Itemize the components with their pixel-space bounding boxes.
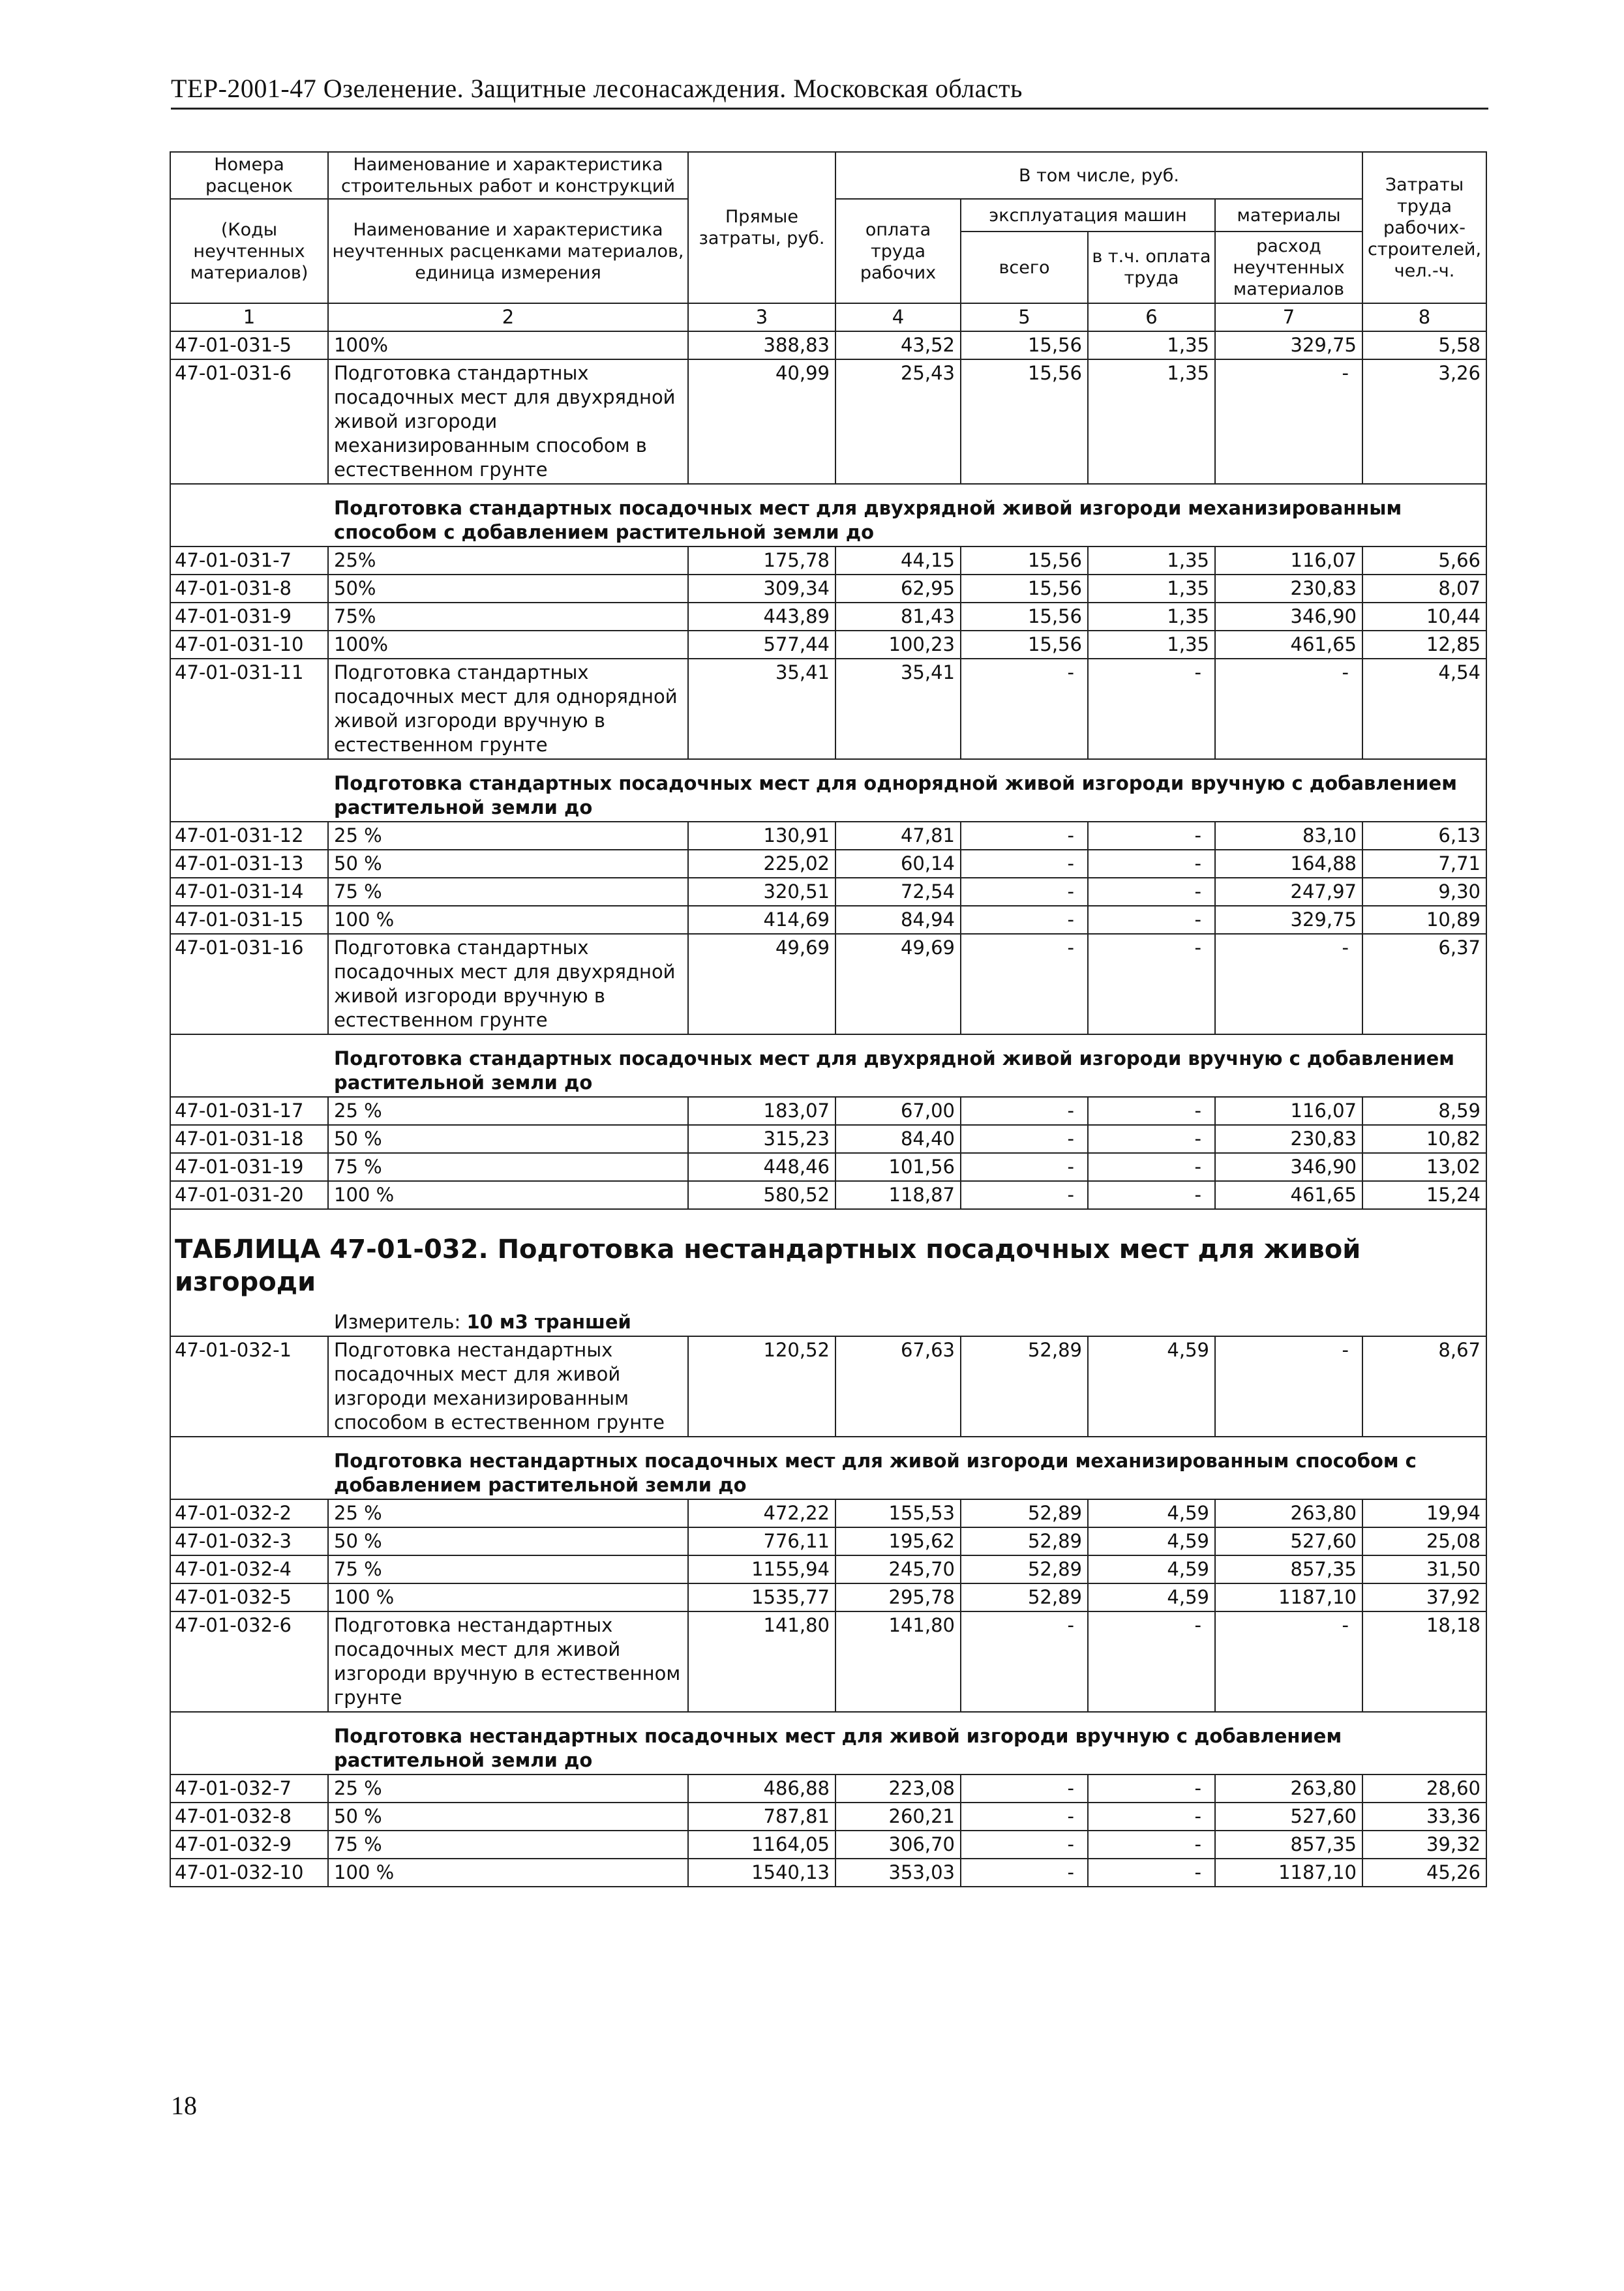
work-name: Подготовка нестандартных посадочных мест для живой изгороди механизированным способом в естественном грунте: [328, 1336, 688, 1437]
labor-hours-cell: 3,26: [1362, 359, 1486, 484]
machines-pay-cell: -: [1088, 934, 1215, 1034]
page-number: 18: [171, 2091, 197, 2120]
table-row: [170, 1125, 1486, 1153]
worker-pay-cell: 155,53: [835, 1499, 961, 1527]
labor-hours-cell: 10,82: [1362, 1125, 1486, 1153]
labor-hours-cell: 39,32: [1362, 1831, 1486, 1859]
labor-hours-cell: 6,37: [1362, 934, 1486, 1034]
work-name: 25 %: [328, 1774, 688, 1803]
machines-total-cell: -: [961, 1831, 1088, 1859]
materials-cell: 329,75: [1215, 906, 1362, 934]
materials-cell: 164,88: [1215, 850, 1362, 878]
labor-hours-cell: 7,71: [1362, 850, 1486, 878]
direct-costs-cell: 1155,94: [688, 1555, 835, 1583]
rate-code: 47-01-031-6: [170, 359, 328, 484]
rate-code: 47-01-031-5: [170, 331, 328, 359]
worker-pay-cell: 62,95: [835, 575, 961, 603]
rate-code: 47-01-032-8: [170, 1803, 328, 1831]
materials-cell: 1187,10: [1215, 1859, 1362, 1887]
section-heading-row: [170, 484, 1486, 547]
rate-code: 47-01-031-20: [170, 1181, 328, 1209]
worker-pay-cell: 43,52: [835, 331, 961, 359]
work-name: 25%: [328, 547, 688, 575]
materials-cell: 263,80: [1215, 1499, 1362, 1527]
machines-pay-cell: -: [1088, 1125, 1215, 1153]
table-row: [170, 659, 1486, 759]
labor-hours-cell: 8,67: [1362, 1336, 1486, 1437]
materials-cell: 230,83: [1215, 1125, 1362, 1153]
machines-pay-cell: -: [1088, 659, 1215, 759]
machines-pay-cell: -: [1088, 850, 1215, 878]
worker-pay-cell: 245,70: [835, 1555, 961, 1583]
materials-cell: 263,80: [1215, 1774, 1362, 1803]
materials-cell: 857,35: [1215, 1555, 1362, 1583]
machines-total-cell: -: [961, 906, 1088, 934]
machines-pay-cell: -: [1088, 1859, 1215, 1887]
measure-value: 10 м3 траншей: [466, 1311, 631, 1333]
table-row: [170, 1336, 1486, 1437]
table-row: [170, 1527, 1486, 1555]
materials-cell: -: [1215, 934, 1362, 1034]
header-machines-pay: в т.ч. оплата труда: [1088, 232, 1215, 303]
materials-cell: -: [1215, 659, 1362, 759]
table-row: [170, 1153, 1486, 1181]
running-header: ТЕР-2001-47 Озеленение. Защитные лесонасаждения. Московская область: [171, 73, 1488, 110]
machines-pay-cell: 1,35: [1088, 547, 1215, 575]
materials-cell: 230,83: [1215, 575, 1362, 603]
work-name: 50 %: [328, 850, 688, 878]
labor-hours-cell: 37,92: [1362, 1583, 1486, 1611]
machines-total-cell: -: [961, 1097, 1088, 1125]
table-row: [170, 934, 1486, 1034]
machines-total-cell: -: [961, 1859, 1088, 1887]
work-name: 50 %: [328, 1803, 688, 1831]
table-row: [170, 603, 1486, 631]
rate-code: 47-01-031-17: [170, 1097, 328, 1125]
labor-hours-cell: 6,13: [1362, 822, 1486, 850]
table-row: [170, 822, 1486, 850]
worker-pay-cell: 81,43: [835, 603, 961, 631]
work-name: 100 %: [328, 1583, 688, 1611]
worker-pay-cell: 84,94: [835, 906, 961, 934]
machines-pay-cell: -: [1088, 1774, 1215, 1803]
direct-costs-cell: 448,46: [688, 1153, 835, 1181]
table-row: [170, 631, 1486, 659]
work-name: 75 %: [328, 878, 688, 906]
labor-hours-cell: 19,94: [1362, 1499, 1486, 1527]
machines-pay-cell: 4,59: [1088, 1583, 1215, 1611]
labor-hours-cell: 28,60: [1362, 1774, 1486, 1803]
column-number: 5: [961, 303, 1088, 331]
machines-total-cell: -: [961, 850, 1088, 878]
table-row: [170, 331, 1486, 359]
labor-hours-cell: 10,44: [1362, 603, 1486, 631]
table-title-row: [170, 1209, 1486, 1302]
machines-total-cell: -: [961, 659, 1088, 759]
worker-pay-cell: 84,40: [835, 1125, 961, 1153]
section-heading: Подготовка стандартных посадочных мест для двухрядной живой изгороди механизированным способом с добавлением растительной земли до: [170, 484, 1486, 547]
rate-code: 47-01-032-6: [170, 1611, 328, 1712]
header-materials-usage: расход неучтенных материалов: [1215, 232, 1362, 303]
rate-code: 47-01-032-9: [170, 1831, 328, 1859]
labor-hours-cell: 10,89: [1362, 906, 1486, 934]
machines-total-cell: -: [961, 1611, 1088, 1712]
materials-cell: 83,10: [1215, 822, 1362, 850]
worker-pay-cell: 35,41: [835, 659, 961, 759]
direct-costs-cell: 1540,13: [688, 1859, 835, 1887]
machines-pay-cell: 1,35: [1088, 575, 1215, 603]
labor-hours-cell: 15,24: [1362, 1181, 1486, 1209]
worker-pay-cell: 118,87: [835, 1181, 961, 1209]
machines-pay-cell: -: [1088, 1097, 1215, 1125]
machines-total-cell: -: [961, 1153, 1088, 1181]
direct-costs-cell: 49,69: [688, 934, 835, 1034]
work-name: 75 %: [328, 1555, 688, 1583]
header-material-name: Наименование и характеристика неучтенных расценками материалов, единица измерения: [328, 199, 688, 303]
table-row: [170, 850, 1486, 878]
column-number: 2: [328, 303, 688, 331]
materials-cell: 857,35: [1215, 1831, 1362, 1859]
column-number: 3: [688, 303, 835, 331]
header-worker-pay: оплата труда рабочих: [835, 199, 961, 303]
rate-code: 47-01-031-12: [170, 822, 328, 850]
labor-hours-cell: 18,18: [1362, 1611, 1486, 1712]
worker-pay-cell: 47,81: [835, 822, 961, 850]
machines-pay-cell: -: [1088, 822, 1215, 850]
direct-costs-cell: 183,07: [688, 1097, 835, 1125]
machines-pay-cell: 1,35: [1088, 631, 1215, 659]
direct-costs-cell: 580,52: [688, 1181, 835, 1209]
machines-total-cell: 15,56: [961, 603, 1088, 631]
work-name: Подготовка стандартных посадочных мест для двухрядной живой изгороди вручную в естественном грунте: [328, 934, 688, 1034]
direct-costs-cell: 577,44: [688, 631, 835, 659]
worker-pay-cell: 195,62: [835, 1527, 961, 1555]
section-heading: Подготовка стандартных посадочных мест для однорядной живой изгороди вручную с добавлением растительной земли до: [170, 759, 1486, 822]
machines-pay-cell: 1,35: [1088, 359, 1215, 484]
header-rate-number: Номера расценок: [170, 152, 328, 199]
worker-pay-cell: 223,08: [835, 1774, 961, 1803]
rate-code: 47-01-031-18: [170, 1125, 328, 1153]
work-name: 100 %: [328, 1859, 688, 1887]
rate-code: 47-01-032-4: [170, 1555, 328, 1583]
work-name: 100%: [328, 631, 688, 659]
section-heading-row: [170, 1712, 1486, 1774]
machines-pay-cell: 4,59: [1088, 1527, 1215, 1555]
machines-total-cell: -: [961, 1803, 1088, 1831]
machines-total-cell: -: [961, 934, 1088, 1034]
header-machines: эксплуатация машин: [961, 199, 1215, 232]
labor-hours-cell: 25,08: [1362, 1527, 1486, 1555]
worker-pay-cell: 101,56: [835, 1153, 961, 1181]
worker-pay-cell: 353,03: [835, 1859, 961, 1887]
labor-hours-cell: 8,59: [1362, 1097, 1486, 1125]
rate-code: 47-01-031-8: [170, 575, 328, 603]
work-name: Подготовка стандартных посадочных мест для двухрядной живой изгороди механизированным способом в естественном грунте: [328, 359, 688, 484]
rate-code: 47-01-032-1: [170, 1336, 328, 1437]
header-materials: материалы: [1215, 199, 1362, 232]
direct-costs-cell: 130,91: [688, 822, 835, 850]
direct-costs-cell: 141,80: [688, 1611, 835, 1712]
materials-cell: 116,07: [1215, 547, 1362, 575]
work-name: 100 %: [328, 906, 688, 934]
machines-total-cell: 15,56: [961, 575, 1088, 603]
machines-pay-cell: 4,59: [1088, 1555, 1215, 1583]
rate-code: 47-01-032-3: [170, 1527, 328, 1555]
table-row: [170, 1859, 1486, 1887]
machines-pay-cell: -: [1088, 1181, 1215, 1209]
worker-pay-cell: 60,14: [835, 850, 961, 878]
worker-pay-cell: 306,70: [835, 1831, 961, 1859]
labor-hours-cell: 9,30: [1362, 878, 1486, 906]
worker-pay-cell: 67,00: [835, 1097, 961, 1125]
materials-cell: -: [1215, 359, 1362, 484]
work-name: 50%: [328, 575, 688, 603]
materials-cell: 247,97: [1215, 878, 1362, 906]
work-name: 50 %: [328, 1125, 688, 1153]
table-row: [170, 1499, 1486, 1527]
direct-costs-cell: 309,34: [688, 575, 835, 603]
table-row: [170, 1803, 1486, 1831]
rate-code: 47-01-032-5: [170, 1583, 328, 1611]
machines-pay-cell: -: [1088, 1831, 1215, 1859]
table-row: [170, 575, 1486, 603]
rate-code: 47-01-031-10: [170, 631, 328, 659]
rate-code: 47-01-032-10: [170, 1859, 328, 1887]
machines-total-cell: 15,56: [961, 359, 1088, 484]
rate-code: 47-01-031-15: [170, 906, 328, 934]
labor-hours-cell: 4,54: [1362, 659, 1486, 759]
table-title: ТАБЛИЦА 47-01-032. Подготовка нестандартных посадочных мест для живой изгороди: [170, 1209, 1486, 1302]
direct-costs-cell: 414,69: [688, 906, 835, 934]
rate-code: 47-01-031-11: [170, 659, 328, 759]
work-name: 50 %: [328, 1527, 688, 1555]
direct-costs-cell: 225,02: [688, 850, 835, 878]
work-name: 25 %: [328, 1097, 688, 1125]
direct-costs-cell: 486,88: [688, 1774, 835, 1803]
rate-code: 47-01-031-14: [170, 878, 328, 906]
table-row: [170, 906, 1486, 934]
machines-total-cell: 15,56: [961, 547, 1088, 575]
labor-hours-cell: 45,26: [1362, 1859, 1486, 1887]
worker-pay-cell: 25,43: [835, 359, 961, 484]
worker-pay-cell: 72,54: [835, 878, 961, 906]
section-heading: Подготовка стандартных посадочных мест для двухрядной живой изгороди вручную с добавлением растительной земли до: [170, 1034, 1486, 1097]
rate-code: 47-01-031-19: [170, 1153, 328, 1181]
column-numbers-row: [170, 303, 1486, 331]
work-name: 25 %: [328, 822, 688, 850]
labor-hours-cell: 33,36: [1362, 1803, 1486, 1831]
work-name: 75%: [328, 603, 688, 631]
table-row: [170, 1555, 1486, 1583]
direct-costs-cell: 1535,77: [688, 1583, 835, 1611]
rate-code: 47-01-031-9: [170, 603, 328, 631]
table-row: [170, 547, 1486, 575]
header-including: В том числе, руб.: [835, 152, 1362, 199]
column-number: 1: [170, 303, 328, 331]
work-name: Подготовка стандартных посадочных мест для однорядной живой изгороди вручную в естественном грунте: [328, 659, 688, 759]
materials-cell: -: [1215, 1336, 1362, 1437]
section-heading-row: [170, 759, 1486, 822]
machines-total-cell: -: [961, 1125, 1088, 1153]
direct-costs-cell: 388,83: [688, 331, 835, 359]
direct-costs-cell: 776,11: [688, 1527, 835, 1555]
rate-code: 47-01-032-7: [170, 1774, 328, 1803]
direct-costs-cell: 120,52: [688, 1336, 835, 1437]
worker-pay-cell: 141,80: [835, 1611, 961, 1712]
work-name: 100 %: [328, 1181, 688, 1209]
machines-total-cell: 15,56: [961, 331, 1088, 359]
direct-costs-cell: 40,99: [688, 359, 835, 484]
labor-hours-cell: 5,66: [1362, 547, 1486, 575]
direct-costs-cell: 320,51: [688, 878, 835, 906]
table-row: [170, 1583, 1486, 1611]
labor-hours-cell: 31,50: [1362, 1555, 1486, 1583]
worker-pay-cell: 67,63: [835, 1336, 961, 1437]
machines-total-cell: 52,89: [961, 1336, 1088, 1437]
column-number: 6: [1088, 303, 1215, 331]
header-machines-total: всего: [961, 232, 1088, 303]
direct-costs-cell: 175,78: [688, 547, 835, 575]
column-number: 7: [1215, 303, 1362, 331]
materials-cell: 346,90: [1215, 603, 1362, 631]
machines-pay-cell: 1,35: [1088, 603, 1215, 631]
worker-pay-cell: 44,15: [835, 547, 961, 575]
machines-total-cell: -: [961, 1774, 1088, 1803]
machines-total-cell: -: [961, 878, 1088, 906]
rate-code: 47-01-032-2: [170, 1499, 328, 1527]
machines-total-cell: -: [961, 1181, 1088, 1209]
machines-total-cell: 15,56: [961, 631, 1088, 659]
machines-pay-cell: 4,59: [1088, 1499, 1215, 1527]
rate-code: 47-01-031-16: [170, 934, 328, 1034]
materials-cell: 1187,10: [1215, 1583, 1362, 1611]
rate-code: 47-01-031-7: [170, 547, 328, 575]
machines-pay-cell: 4,59: [1088, 1336, 1215, 1437]
direct-costs-cell: 1164,05: [688, 1831, 835, 1859]
table-row: [170, 1831, 1486, 1859]
labor-hours-cell: 5,58: [1362, 331, 1486, 359]
materials-cell: 461,65: [1215, 631, 1362, 659]
materials-cell: 527,60: [1215, 1803, 1362, 1831]
labor-hours-cell: 8,07: [1362, 575, 1486, 603]
section-heading-row: [170, 1437, 1486, 1499]
materials-cell: 461,65: [1215, 1181, 1362, 1209]
machines-pay-cell: -: [1088, 878, 1215, 906]
materials-cell: 116,07: [1215, 1097, 1362, 1125]
table-row: [170, 1097, 1486, 1125]
rates-table: [170, 151, 1487, 1887]
materials-cell: -: [1215, 1611, 1362, 1712]
labor-hours-cell: 13,02: [1362, 1153, 1486, 1181]
worker-pay-cell: 100,23: [835, 631, 961, 659]
work-name: Подготовка нестандартных посадочных мест для живой изгороди вручную в естественном грунте: [328, 1611, 688, 1712]
column-number: 8: [1362, 303, 1486, 331]
materials-cell: 527,60: [1215, 1527, 1362, 1555]
header-direct-costs: Прямые затраты, руб.: [688, 152, 835, 303]
direct-costs-cell: 787,81: [688, 1803, 835, 1831]
measure-unit: [170, 1302, 1486, 1336]
direct-costs-cell: 315,23: [688, 1125, 835, 1153]
rate-code: 47-01-031-13: [170, 850, 328, 878]
header-material-codes: (Коды неучтенных материалов): [170, 199, 328, 303]
measure-row: [170, 1302, 1486, 1336]
worker-pay-cell: 295,78: [835, 1583, 961, 1611]
work-name: 25 %: [328, 1499, 688, 1527]
materials-cell: 329,75: [1215, 331, 1362, 359]
machines-total-cell: -: [961, 822, 1088, 850]
materials-cell: 346,90: [1215, 1153, 1362, 1181]
section-heading: Подготовка нестандартных посадочных мест для живой изгороди механизированным способом с добавлением растительной земли до: [170, 1437, 1486, 1499]
table-row: [170, 359, 1486, 484]
labor-hours-cell: 12,85: [1362, 631, 1486, 659]
direct-costs-cell: 472,22: [688, 1499, 835, 1527]
worker-pay-cell: 49,69: [835, 934, 961, 1034]
direct-costs-cell: 443,89: [688, 603, 835, 631]
machines-pay-cell: -: [1088, 906, 1215, 934]
machines-total-cell: 52,89: [961, 1499, 1088, 1527]
table-row: [170, 878, 1486, 906]
table-row: [170, 1611, 1486, 1712]
machines-pay-cell: 1,35: [1088, 331, 1215, 359]
section-heading-row: [170, 1034, 1486, 1097]
table-row: [170, 1774, 1486, 1803]
measure-label: Измеритель:: [334, 1311, 467, 1333]
table-row: [170, 1181, 1486, 1209]
machines-pay-cell: -: [1088, 1803, 1215, 1831]
header-labor-hours: Затраты труда рабочих-строителей, чел.-ч.: [1362, 152, 1486, 303]
work-name: 75 %: [328, 1831, 688, 1859]
machines-total-cell: 52,89: [961, 1555, 1088, 1583]
header-work-name: Наименование и характеристика строительных работ и конструкций: [328, 152, 688, 199]
work-name: 75 %: [328, 1153, 688, 1181]
section-heading: Подготовка нестандартных посадочных мест для живой изгороди вручную с добавлением растительной земли до: [170, 1712, 1486, 1774]
machines-pay-cell: -: [1088, 1611, 1215, 1712]
machines-total-cell: 52,89: [961, 1583, 1088, 1611]
worker-pay-cell: 260,21: [835, 1803, 961, 1831]
direct-costs-cell: 35,41: [688, 659, 835, 759]
work-name: 100%: [328, 331, 688, 359]
column-number: 4: [835, 303, 961, 331]
machines-total-cell: 52,89: [961, 1527, 1088, 1555]
machines-pay-cell: -: [1088, 1153, 1215, 1181]
